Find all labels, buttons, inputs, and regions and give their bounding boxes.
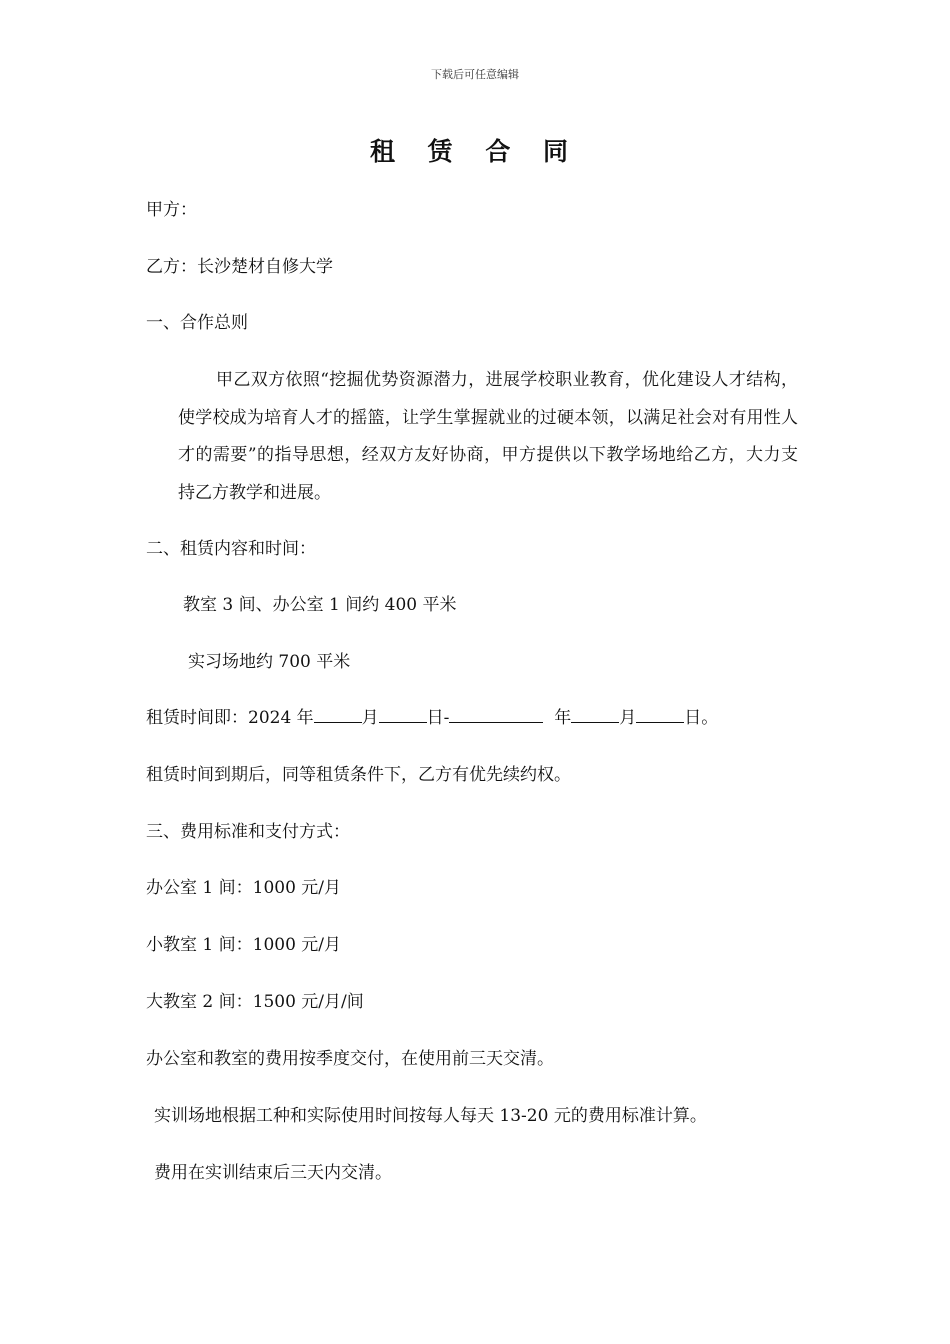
label-month: 月 <box>361 708 379 728</box>
training-fee-clause: 实训场地根据工种和实际使用时间按每人每天 13-20 元的费用标准计算。 <box>154 1106 707 1126</box>
blank-end-month[interactable] <box>571 706 619 723</box>
blank-end-day[interactable] <box>636 706 684 723</box>
section3-heading: 三、费用标准和支付方式： <box>146 822 350 842</box>
section2-heading: 二、租赁内容和时间： <box>146 539 316 559</box>
party-a: 甲方： <box>146 200 197 220</box>
party-b: 乙方：长沙楚材自修大学 <box>146 257 333 277</box>
blank-end-year[interactable] <box>449 706 543 723</box>
label-day-dash: 日- <box>426 708 450 728</box>
label-month-2: 月 <box>619 708 637 728</box>
fee-small-classroom: 小教室 1 间：1000 元/月 <box>146 935 342 955</box>
label-day-end: 日。 <box>684 708 719 728</box>
lease-item-classrooms: 教室 3 间、办公室 1 间约 400 平米 <box>183 595 457 615</box>
blank-start-day[interactable] <box>379 706 427 723</box>
training-payment-clause: 费用在实训结束后三天内交清。 <box>154 1163 392 1183</box>
renewal-clause: 租赁时间到期后，同等租赁条件下，乙方有优先续约权。 <box>146 765 571 785</box>
contract-title: 租 赁 合 同 <box>369 137 581 166</box>
section1-body: 甲乙双方依照“挖掘优势资源潜力，进展学校职业教育，优化建设人才结构，使学校成为培育人才的摇篮，让学生掌握就业的过硬本领，以满足社会对有用性人才的需要”的指导思想，经双方友好协商，甲方提供以下教学场地给乙方，大力支持乙方教学和进展。 <box>178 370 798 503</box>
fee-large-classroom: 大教室 2 间：1500 元/月/间 <box>146 992 364 1012</box>
lease-item-training-site: 实习场地约 700 平米 <box>188 652 351 672</box>
label-year: 年 <box>554 708 572 728</box>
payment-clause: 办公室和教室的费用按季度交付，在使用前三天交清。 <box>146 1049 554 1069</box>
fee-office: 办公室 1 间：1000 元/月 <box>146 878 342 898</box>
header-note: 下载后可任意编辑 <box>431 68 519 81</box>
lease-period-prefix: 租赁时间即：2024 年 <box>146 708 314 728</box>
blank-start-month[interactable] <box>314 706 362 723</box>
lease-period <box>146 706 718 730</box>
section1-heading: 一、合作总则 <box>146 313 248 333</box>
